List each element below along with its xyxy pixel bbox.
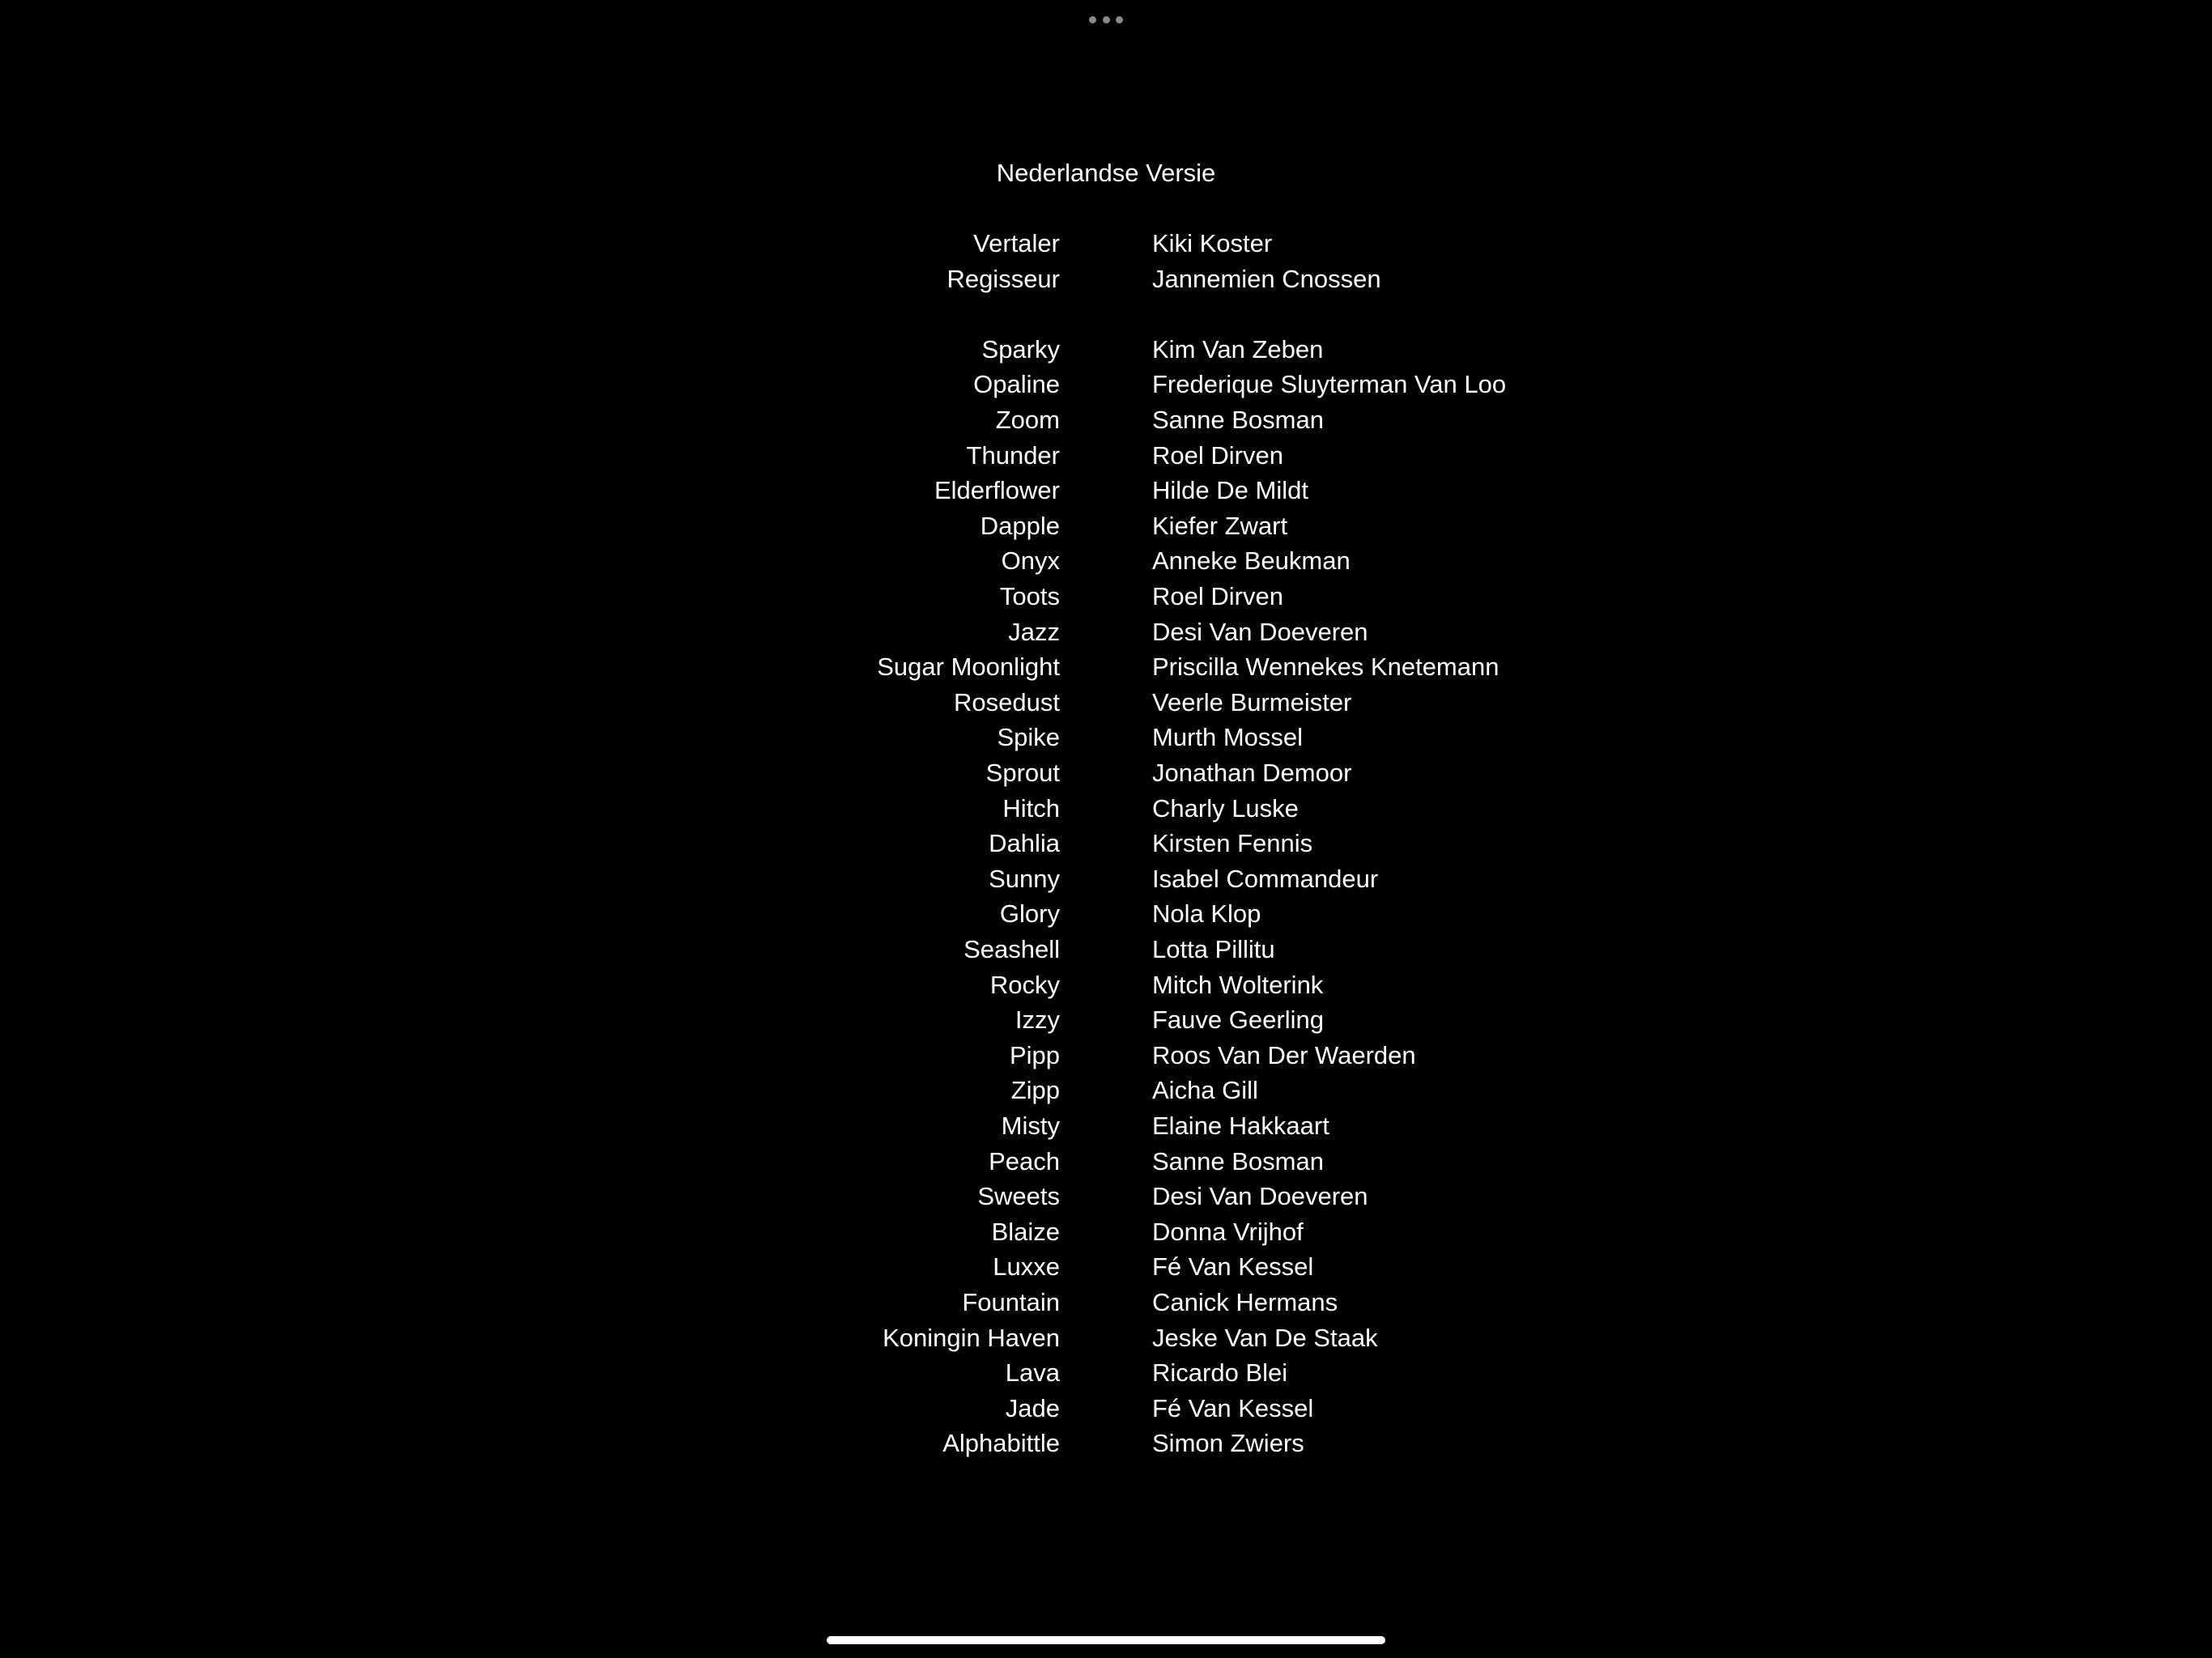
cast-role: Dapple (980, 512, 1060, 540)
cast-role: Thunder (966, 441, 1060, 470)
cast-credit-row (0, 1108, 2212, 1144)
cast-role: Sugar Moonlight (877, 653, 1060, 681)
cast-name: Hilde De Mildt (1152, 476, 1308, 504)
cast-name: Fauve Geerling (1152, 1005, 1324, 1034)
cast-credit-row (0, 402, 2212, 438)
cast-role: Toots (999, 582, 1060, 610)
cast-role: Jazz (1008, 618, 1060, 646)
home-indicator[interactable] (827, 1636, 1385, 1644)
cast-credit-row (0, 508, 2212, 544)
cast-role: Blaize (991, 1218, 1060, 1246)
cast-role: Opaline (973, 370, 1060, 398)
cast-name: Fé Van Kessel (1152, 1394, 1314, 1422)
cast-credit-row (0, 896, 2212, 932)
cast-name: Isabel Commandeur (1152, 865, 1379, 893)
crew-role: Regisseur (946, 265, 1060, 293)
section-title: Nederlandse Versie (996, 159, 1216, 187)
cast-name: Jonathan Demoor (1152, 759, 1352, 787)
cast-name: Jeske Van De Staak (1152, 1324, 1378, 1352)
cast-credit-row (0, 438, 2212, 474)
cast-role: Sunny (989, 865, 1060, 893)
cast-name: Simon Zwiers (1152, 1429, 1304, 1457)
cast-credit-row (0, 473, 2212, 508)
cast-role: Sprout (985, 759, 1060, 787)
cast-name: Canick Hermans (1152, 1288, 1338, 1316)
cast-credit-row (0, 332, 2212, 368)
cast-name: Sanne Bosman (1152, 406, 1324, 434)
cast-credit-row (0, 826, 2212, 861)
cast-name: Aicha Gill (1152, 1076, 1258, 1104)
cast-credit-row (0, 1320, 2212, 1356)
cast-name: Roel Dirven (1152, 582, 1283, 610)
cast-name: Roel Dirven (1152, 441, 1283, 470)
cast-credit-row (0, 755, 2212, 791)
cast-role: Rocky (989, 971, 1060, 999)
cast-role: Izzy (1015, 1005, 1060, 1034)
cast-name: Desi Van Doeveren (1152, 1182, 1368, 1210)
cast-role: Seashell (963, 935, 1060, 963)
crew-role: Vertaler (973, 229, 1060, 257)
cast-credit-row (0, 685, 2212, 721)
cast-credit-row (0, 367, 2212, 402)
cast-credit-row (0, 579, 2212, 614)
cast-credit-row (0, 1179, 2212, 1214)
crew-credit-row (0, 226, 2212, 261)
cast-role: Koningin Haven (883, 1324, 1060, 1352)
cast-credit-row (0, 967, 2212, 1003)
cast-name: Kirsten Fennis (1152, 829, 1313, 857)
cast-role: Onyx (1001, 546, 1060, 575)
cast-name: Kiefer Zwart (1152, 512, 1288, 540)
cast-role: Jade (1005, 1394, 1060, 1422)
cast-credit-row (0, 720, 2212, 755)
cast-name: Anneke Beukman (1152, 546, 1351, 575)
cast-role: Misty (1001, 1112, 1060, 1140)
cast-credit-row (0, 1038, 2212, 1073)
cast-name: Ricardo Blei (1152, 1358, 1288, 1387)
cast-name: Donna Vrijhof (1152, 1218, 1304, 1246)
cast-role: Dahlia (989, 829, 1060, 857)
cast-name: Priscilla Wennekes Knetemann (1152, 653, 1499, 681)
crew-name: Jannemien Cnossen (1152, 265, 1381, 293)
cast-name: Sanne Bosman (1152, 1147, 1324, 1175)
cast-role: Hitch (1002, 794, 1060, 823)
cast-credit-row (0, 1144, 2212, 1180)
cast-credit-row (0, 1073, 2212, 1108)
cast-name: Mitch Wolterink (1152, 971, 1324, 999)
cast-role: Zoom (995, 406, 1060, 434)
cast-role: Sweets (977, 1182, 1060, 1210)
cast-credit-row (0, 1214, 2212, 1250)
cast-name: Roos Van Der Waerden (1152, 1041, 1416, 1069)
cast-role: Lava (1005, 1358, 1060, 1387)
cast-credit-row (0, 1355, 2212, 1391)
cast-credit-row (0, 1391, 2212, 1426)
crew-credit-row (0, 261, 2212, 297)
cast-role: Elderflower (934, 476, 1060, 504)
cast-role: Zipp (1010, 1076, 1060, 1104)
cast-credit-row (0, 932, 2212, 967)
cast-role: Rosedust (954, 688, 1060, 716)
cast-role: Fountain (962, 1288, 1060, 1316)
cast-role: Spike (997, 723, 1060, 751)
cast-role: Luxxe (993, 1252, 1060, 1281)
cast-credit-row (0, 543, 2212, 579)
cast-name: Murth Mossel (1152, 723, 1304, 751)
cast-credit-row (0, 861, 2212, 897)
cast-role: Glory (999, 899, 1060, 928)
crew-name: Kiki Koster (1152, 229, 1273, 257)
cast-credit-row (0, 1426, 2212, 1461)
cast-credit-row (0, 614, 2212, 650)
cast-credit-row (0, 649, 2212, 685)
cast-role: Pipp (1009, 1041, 1060, 1069)
cast-name: Lotta Pillitu (1152, 935, 1275, 963)
cast-name: Veerle Burmeister (1152, 688, 1352, 716)
cast-name: Charly Luske (1152, 794, 1299, 823)
cast-name: Desi Van Doeveren (1152, 618, 1368, 646)
cast-role: Sparky (981, 335, 1060, 363)
cast-credit-row (0, 791, 2212, 827)
cast-name: Fé Van Kessel (1152, 1252, 1314, 1281)
cast-name: Elaine Hakkaart (1152, 1112, 1329, 1140)
cast-role: Peach (989, 1147, 1060, 1175)
cast-credit-row (0, 1249, 2212, 1285)
cast-name: Kim Van Zeben (1152, 335, 1324, 363)
cast-credit-row (0, 1002, 2212, 1038)
cast-name: Frederique Sluyterman Van Loo (1152, 370, 1507, 398)
cast-role: Alphabittle (942, 1429, 1060, 1457)
cast-name: Nola Klop (1152, 899, 1261, 928)
cast-credit-row (0, 1285, 2212, 1320)
